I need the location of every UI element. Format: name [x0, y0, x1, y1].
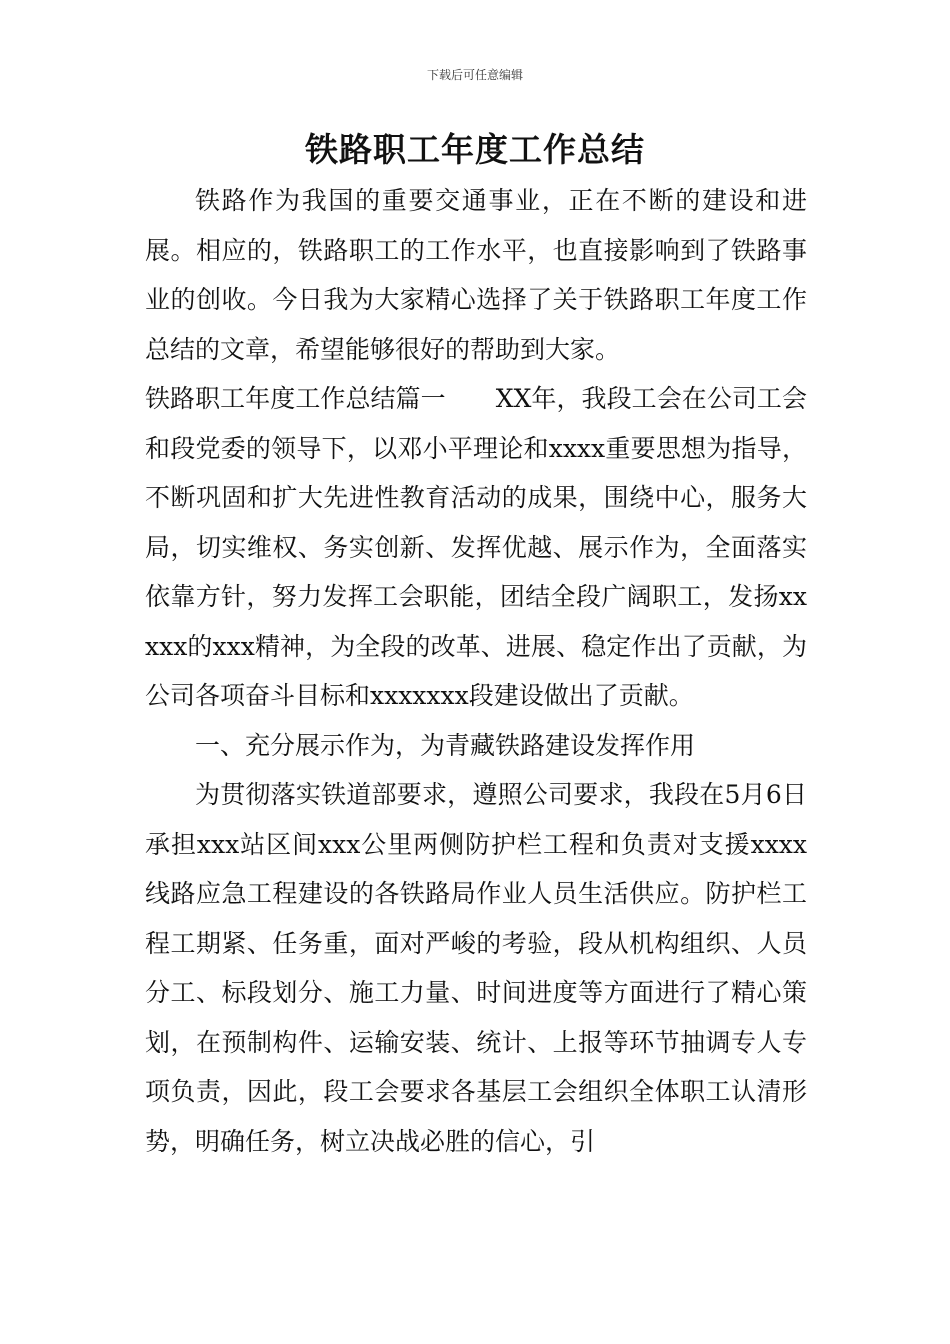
section-heading-1: 一、充分展示作为，为青藏铁路建设发挥作用 — [195, 730, 696, 760]
page-header-note: 下载后可任意编辑 — [426, 68, 523, 82]
document-body — [145, 176, 807, 1166]
document-title: 铁路职工年度工作总结 — [305, 130, 645, 169]
body-paragraph: 为贯彻落实铁道部要求，遵照公司要求，我段在5月6日承担xxx站区间xxx公里两侧防护栏工程和负责对支援xxxx线路应急工程建设的各铁路局作业人员生活供应。防护栏工程工期紧、任务重，面对严峻的考验，段从机构组织、人员分工、标段划分、施工力量、时间进度等方面进行了精心策划，在预制构件、运输安装、统计、上报等环节抽调专人专项负责，因此，段工会要求各基层工会组织全体职工认清形势，明确任务，树立决战必胜的信心，引 — [145, 780, 807, 1156]
intro-paragraph: 铁路作为我国的重要交通事业，正在不断的建设和进展。相应的，铁路职工的工作水平，也直接影响到了铁路事业的创收。今日我为大家精心选择了关于铁路职工年度工作总结的文章，希望能够很好的帮助到大家。 — [145, 186, 807, 364]
section-one-paragraph: 铁路职工年度工作总结篇一 XX年，我段工会在公司工会和段党委的领导下，以邓小平理论和xxxx重要思想为指导，不断巩固和扩大先进性教育活动的成果，围绕中心，服务大局，切实维权、务实创新、发挥优越、展示作为，全面落实依靠方针，努力发挥工会职能，团结全段广阔职工，发扬xxxxx的xxx精神，为全段的改革、进展、稳定作出了贡献，为公司各项奋斗目标和xxxxxxx段建设做出了贡献。 — [145, 384, 807, 710]
